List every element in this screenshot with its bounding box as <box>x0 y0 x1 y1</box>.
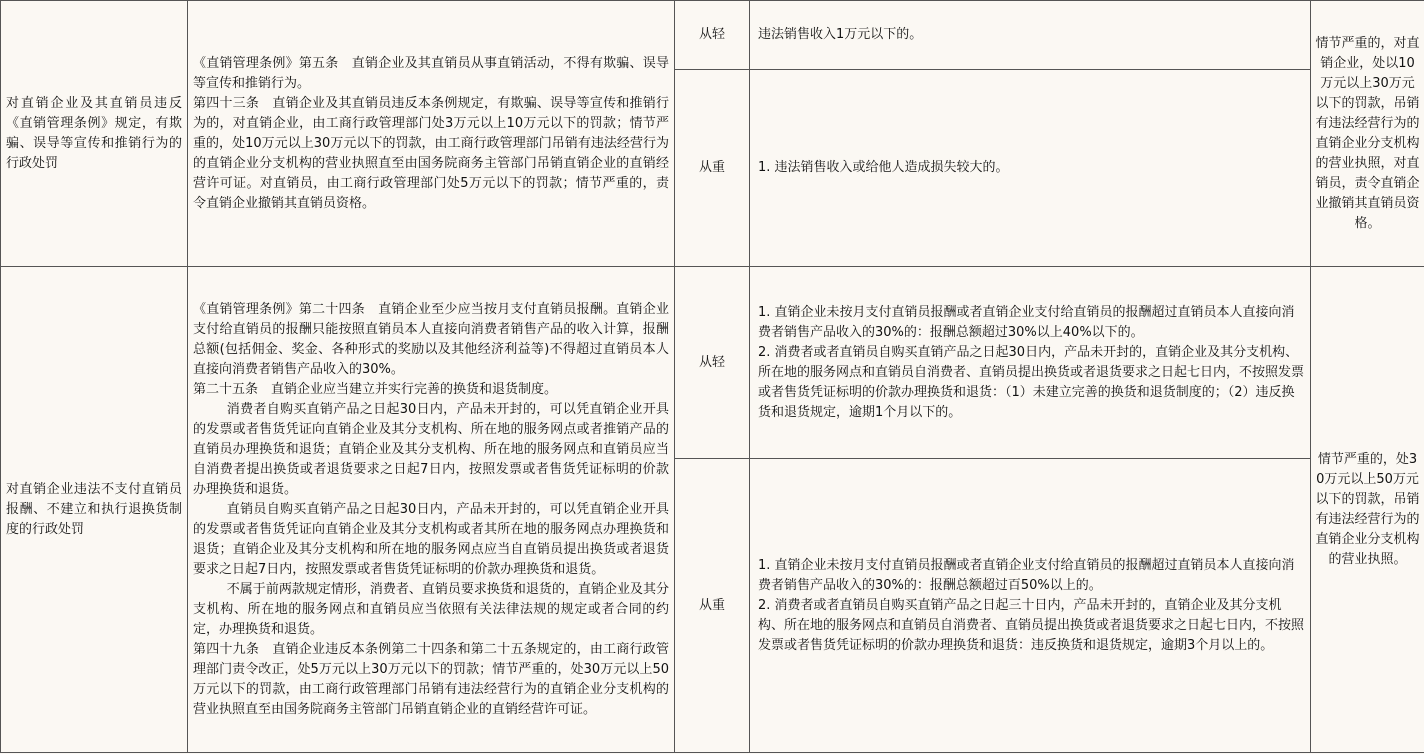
basis-paragraph: 直销员自购买直销产品之日起30日内，产品未开封的，可以凭直销企业开具的发票或者售货凭证向直销企业及其分支机构或者其所在地的服务网点办理换货和退货；直销企业及其分支机构和所在地的服务网点应当自直销员提出换货或者退货要求之日起7日内，按照发票或者售货凭证标明的价款办理换货和退货。 <box>193 501 669 577</box>
basis-paragraph: 第二十五条 直销企业应当建立并实行完善的换货和退货制度。 <box>193 381 558 397</box>
legal-basis-cell <box>188 267 675 753</box>
table-row <box>1 267 1424 459</box>
basis-paragraph: 消费者自购买直销产品之日起30日内，产品未开封的，可以凭直销企业开具的发票或者售货凭证向直销企业及其分支机构、所在地的服务网点或者推销产品的直销员办理换货和退货；直销企业及其分支机构、所在地的服务网点和直销员应当自消费者提出换货或者退货要求之日起7日内，按照发票或者售货凭证标明的价款办理换货和退货。 <box>193 401 669 497</box>
heavy-detail-cell <box>750 459 1311 753</box>
detail-item: 1. 直销企业未按月支付直销员报酬或者直销企业支付给直销员的报酬超过直销员本人直接向消费者销售产品收入的30%的：报酬总额超过百50%以上的。 <box>758 557 1295 593</box>
matter-cell: 对直销企业违法不支付直销员报酬、不建立和执行退换货制度的行政处罚 <box>1 267 188 753</box>
detail-item: 1. 违法销售收入或给他人造成损失较大的。 <box>758 160 1009 175</box>
legal-basis-cell <box>188 1 675 267</box>
severe-circumstance-cell: 情节严重的，对直销企业，处以10万元以上30万元以下的罚款，吊销有违法经营行为的直销企业分支机构的营业执照，对直销员，责令直销企业撤销其直销员资格。 <box>1311 1 1424 267</box>
detail-item: 2. 消费者或者直销员自购买直销产品之日起三十日内，产品未开封的，直销企业及其分支机构、所在地的服务网点和直销员自消费者、直销员提出换货或者退货要求之日起七日内，不按照发票或者售货凭证标明的价款办理换货和退货：违反换货和退货规定，逾期3个月以上的。 <box>758 597 1305 653</box>
basis-paragraph: 《直销管理条例》第五条 直销企业及其直销员从事直销活动，不得有欺骗、误导等宣传和推销行为。 <box>193 55 669 91</box>
heavy-detail-cell <box>750 70 1311 267</box>
level-heavy-cell: 从重 <box>675 70 750 267</box>
level-light-cell: 从轻 <box>675 267 750 459</box>
level-light-cell: 从轻 <box>675 1 750 70</box>
table-row <box>1 1 1424 70</box>
matter-cell: 对直销企业及其直销员违反《直销管理条例》规定，有欺骗、误导等宣传和推销行为的行政处罚 <box>1 1 188 267</box>
level-heavy-cell: 从重 <box>675 459 750 753</box>
basis-paragraph: 不属于前两款规定情形，消费者、直销员要求换货和退货的，直销企业及其分支机构、所在地的服务网点和直销员应当依照有关法律法规的规定或者合同的约定，办理换货和退货。 <box>193 581 669 637</box>
detail-item: 2. 消费者或者直销员自购买直销产品之日起30日内，产品未开封的，直销企业及其分支机构、所在地的服务网点和直销员自消费者、直销员提出换货或者退货要求之日起七日内，不按照发票或者售货凭证标明的价款办理换货和退货：（1）未建立完善的换货和退货制度的；（2）违反换货和退货规定，逾期1个月以下的。 <box>758 344 1305 420</box>
basis-paragraph: 《直销管理条例》第二十四条 直销企业至少应当按月支付直销员报酬。直销企业支付给直销员的报酬只能按照直销员本人直接向消费者销售产品的收入计算，报酬总额(包括佣金、奖金、各种形式的奖励以及其他经济利益等)不得超过直销员本人直接向消费者销售产品收入的30%。 <box>193 301 669 377</box>
detail-item: 违法销售收入1万元以下的。 <box>758 27 923 42</box>
basis-paragraph: 第四十九条 直销企业违反本条例第二十四条和第二十五条规定的，由工商行政管理部门责令改正，处5万元以上30万元以下的罚款；情节严重的，处30万元以上50万元以下的罚款，由工商行政管理部门吊销有违法经营行为的直销企业分支机构的营业执照直至由国务院商务主管部门吊销直销企业的直销经营许可证。 <box>193 641 669 717</box>
light-detail-cell <box>750 1 1311 70</box>
severe-circumstance-cell: 情节严重的，处30万元以上50万元以下的罚款，吊销有违法经营行为的直销企业分支机构的营业执照。 <box>1311 267 1424 753</box>
light-detail-cell <box>750 267 1311 459</box>
detail-item: 1. 直销企业未按月支付直销员报酬或者直销企业支付给直销员的报酬超过直销员本人直接向消费者销售产品收入的30%的：报酬总额超过30%以上40%以下的。 <box>758 304 1295 340</box>
basis-paragraph: 第四十三条 直销企业及其直销员违反本条例规定，有欺骗、误导等宣传和推销行为的，对直销企业，由工商行政管理部门处3万元以上10万元以下的罚款；情节严重的，处10万元以上30万元以下的罚款，由工商行政管理部门吊销有违法经营行为的直销企业分支机构的营业执照直至由国务院商务主管部门吊销直销企业的直销经营许可证。对直销员，由工商行政管理部门处5万元以下的罚款；情节严重的，责令直销企业撤销其直销员资格。 <box>193 95 669 211</box>
